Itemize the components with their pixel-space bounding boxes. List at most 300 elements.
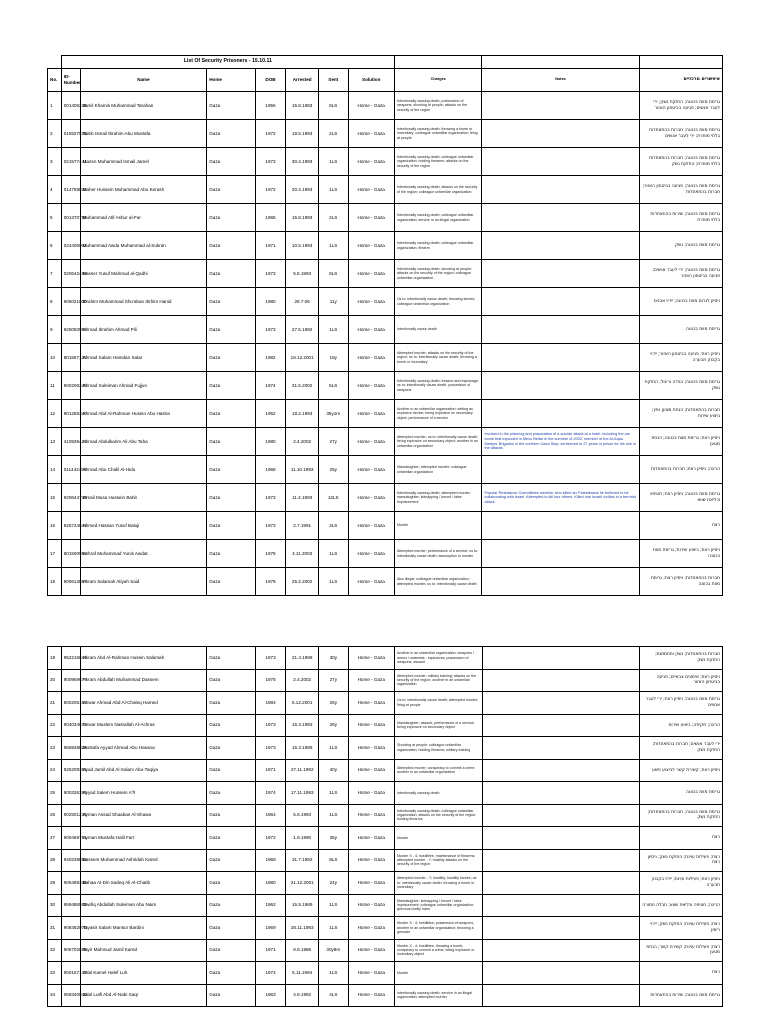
row-id: 001406236 — [61, 92, 80, 120]
row-id: 014759826 — [61, 176, 80, 204]
row-no: 15 — [48, 484, 62, 512]
row-solution: Home - Gaza — [348, 176, 394, 204]
header-sent: Sent — [318, 69, 348, 92]
row-no: 32 — [48, 939, 62, 962]
row-hebrew: ניסיון לגרום מוות בכוונה; יידוי אבנים — [639, 288, 722, 316]
row-no: 28 — [48, 849, 62, 872]
row-dob: 1974 — [255, 962, 286, 985]
row-sent: 30y — [319, 647, 349, 670]
table-row — [48, 316, 723, 344]
row-sent: 35y1m — [318, 400, 348, 428]
row-hebrew: רצח; פעילות עוינת; החזקת נשק; יידוי רימון — [639, 917, 722, 940]
row-solution: Home - Gaza — [348, 849, 394, 872]
row-hebrew: חברות בהתאחדות; הנחת מטען נפץ; ביצוע שירות — [639, 400, 722, 428]
row-solution: Home - Gaza — [348, 647, 394, 670]
row-id: 900326395 — [61, 782, 80, 805]
row-notes: Popular Resistance Committees member who killed six Palestinians he believed to be collaborating with Israel. Attempted to kill four others. Killed one Israeli civilian in a terrorist attack. — [482, 484, 639, 512]
row-no: 2 — [48, 120, 62, 148]
row-no: 27 — [48, 827, 62, 850]
row-solution: Home - Gaza — [348, 148, 394, 176]
row-name: Ayman Assad Shaaban Al-Shawa — [80, 804, 207, 827]
row-dob: 1979 — [255, 540, 286, 568]
row-no: 12 — [48, 400, 62, 428]
table-row — [48, 759, 723, 782]
table-row — [48, 872, 723, 895]
row-arrested: 15.3.1989 — [286, 737, 319, 760]
row-solution: Home - Gaza — [348, 894, 394, 917]
row-solution: Home - Gaza — [348, 288, 394, 316]
row-solution: Home - Gaza — [348, 759, 394, 782]
table-row — [48, 204, 723, 232]
row-sent: 1LS — [319, 962, 349, 985]
row-sent: 1LS — [318, 176, 348, 204]
row-dob: 1972 — [255, 176, 286, 204]
row-charges: Murder — [394, 827, 482, 850]
row-no: 19 — [48, 647, 62, 670]
row-sent: 26y — [319, 692, 349, 715]
row-notes — [482, 512, 639, 540]
row-no: 14 — [48, 456, 62, 484]
row-hebrew: גרימת מוות בכוונה; החזקת נשק; ירי לעבר אנשים; פגיעה בביטחון האזור — [639, 92, 722, 120]
row-no: 18 — [48, 568, 62, 596]
table-row — [48, 288, 723, 316]
row-sent: 24y — [319, 872, 349, 895]
row-name: Ismail Musa Hussein Bahit — [80, 484, 207, 512]
row-name: Akram Abd Al-Rahman Husein Salamah — [80, 647, 207, 670]
table-row — [48, 92, 723, 120]
row-arrested: 5.6.1993 — [286, 260, 319, 288]
row-charges: Attempted murder; performance of a service; us to: intentionally cause death; assumption to murder — [394, 540, 482, 568]
row-no: 13 — [48, 428, 62, 456]
row-home: Gaza — [207, 827, 256, 850]
row-notes — [482, 400, 639, 428]
row-charges: Murder X - 4; hostilities; throwing a bomb; conspiracy to commit a crime; being explosive or incendiary object — [394, 939, 482, 962]
row-solution: Home - Gaza — [348, 428, 394, 456]
row-hebrew: גרימת מוות בכוונה; שירות בהתאחדות בלתי מותרת — [639, 204, 722, 232]
row-id: 940238853 — [61, 849, 80, 872]
row-solution: Home - Gaza — [348, 669, 394, 692]
row-dob: 1973 — [255, 737, 286, 760]
row-home: Gaza — [207, 647, 256, 670]
table-row — [48, 804, 723, 827]
row-dob: 1974 — [255, 372, 286, 400]
row-notes — [482, 759, 639, 782]
row-charges: Attempted murder - Y; hostility; hostility stones; us to: intentionally cause death; throwing a bomb or incendiary — [394, 872, 482, 895]
row-no: 24 — [48, 759, 62, 782]
row-dob: 1972 — [255, 827, 286, 850]
row-arrested: 27.5.1992 — [286, 316, 319, 344]
row-sent: 26y — [319, 714, 349, 737]
row-sent: 8LS — [318, 260, 348, 288]
row-notes — [482, 647, 639, 670]
row-name: Anwar Muslem Nasrallah Al-Achras — [80, 714, 207, 737]
row-no: 10 — [48, 344, 62, 372]
row-solution: Home - Gaza — [348, 568, 394, 596]
row-notes — [482, 456, 639, 484]
row-dob: 1973 — [255, 316, 286, 344]
row-home: Gaza — [207, 692, 256, 715]
row-notes — [482, 316, 639, 344]
row-name: Ashraf Muhammad Yunis Awdat — [80, 540, 207, 568]
row-arrested: 17.11.1993 — [286, 782, 319, 805]
row-sent: 18y — [318, 344, 348, 372]
row-notes — [482, 984, 639, 1007]
row-name: Jalal Kamel Halef Luh — [80, 962, 207, 985]
row-name: Bahaa Al-Din Sadeq Ali Al-Chatib — [80, 872, 207, 895]
row-no: 6 — [48, 232, 62, 260]
row-solution: Home - Gaza — [348, 692, 394, 715]
row-sent: 1LS — [319, 804, 349, 827]
row-name: Bassem Muhammad Ashridah Kared — [80, 849, 207, 872]
row-home: Gaza — [207, 540, 256, 568]
row-notes — [482, 894, 639, 917]
row-id: 904034673 — [61, 714, 80, 737]
row-charges: Attempted murder; conspiracy to commit a crime; another in an unfamiliar organization — [394, 759, 482, 782]
table-row — [48, 400, 723, 428]
row-charges: Intentionally cause death — [394, 316, 482, 344]
row-home: Gaza — [207, 917, 256, 940]
row-name: Jalal Lutfi Abd Al-Nabi Saqr — [80, 984, 207, 1007]
row-arrested: 18.2.1993 — [286, 400, 319, 428]
row-no: 5 — [48, 204, 62, 232]
row-hebrew: חברות בהתאחדות; נשק ותחמושת; החזקת נשק — [639, 647, 722, 670]
row-hebrew: רצח; פעילות עוינת; קשירת קשר; הנחת מטען — [639, 939, 722, 962]
row-home: Gaza — [207, 759, 256, 782]
row-notes — [482, 120, 639, 148]
row-hebrew: גרימת מוות בכוונה; חברות בהתאחדות; החזקת נשק — [639, 804, 722, 827]
row-dob: 1971 — [255, 939, 286, 962]
row-sent: 3LS — [318, 512, 348, 540]
row-home: Gaza — [207, 176, 256, 204]
row-solution: Home - Gaza — [348, 737, 394, 760]
table-row — [48, 232, 723, 260]
row-home: Gaza — [207, 120, 256, 148]
row-notes — [482, 176, 639, 204]
row-notes — [482, 917, 639, 940]
row-home: Gaza — [207, 260, 256, 288]
row-dob: 1962 — [255, 894, 286, 917]
row-id: 925209355 — [61, 759, 80, 782]
table-row — [48, 984, 723, 1007]
row-id: 020642460 — [61, 260, 80, 288]
row-name: Ahmed Hassan Yusuf Baluji — [80, 512, 207, 540]
row-charges: Intentionally causing death; service in an illegal organization; attempted murder — [394, 984, 482, 1007]
table-row — [48, 827, 723, 850]
row-notes — [482, 804, 639, 827]
row-name: Mazen Muhammad Ismail Jamel — [80, 148, 207, 176]
row-name: Anwar Ahmad Abd Al-Chaleq Hamed — [80, 692, 207, 715]
row-sent: 2LS — [318, 120, 348, 148]
row-charges: Murder X - 4; hostilities; maintenance of firearms; attempted murder - Y; hostility attacks on the security of the region — [394, 849, 482, 872]
row-solution: Home - Gaza — [348, 484, 394, 512]
row-hebrew: גרימת מוות בכוונה; ניסיון רצח; חטיפה וכליאת שווא — [639, 484, 722, 512]
row-name: Tawfiq Abdallah Suleiman Abu Naim — [80, 894, 207, 917]
table-row — [48, 737, 723, 760]
table-row — [48, 917, 723, 940]
row-dob: 1968 — [255, 849, 286, 872]
row-charges: Intentionally causing death; treason and espionage; us to: intentionally cause death; possession of weapons — [394, 372, 482, 400]
row-home: Gaza — [207, 568, 256, 596]
row-no: 31 — [48, 917, 62, 940]
prisoners-table-bottom — [47, 646, 723, 1007]
row-no: 30 — [48, 894, 62, 917]
row-no: 9 — [48, 316, 62, 344]
row-hebrew: הריגה; חטיפה וכליאת שווא; חבלה חמורה — [639, 894, 722, 917]
row-name: Jamil Khamis Muhammad Tarahan — [80, 92, 207, 120]
row-home: Gaza — [207, 984, 256, 1007]
row-notes — [482, 872, 639, 895]
row-name: Ayman Mustafa Halil Farr — [80, 827, 207, 850]
row-hebrew: גרימת מוות בכוונה; בגידה וריגול; החזקת נשק — [639, 372, 722, 400]
row-arrested: 4.8.1992 — [286, 984, 319, 1007]
row-sent: 27y — [318, 428, 348, 456]
row-home: Gaza — [207, 962, 256, 985]
header-home: Home — [207, 69, 256, 92]
row-sent: 5LS — [318, 372, 348, 400]
row-dob: 1973 — [255, 148, 286, 176]
header-row — [48, 69, 723, 92]
row-hebrew: גרימת מוות בכוונה; ניסיון רצח; ירי לעבר אנשים — [639, 692, 722, 715]
row-notes — [482, 204, 639, 232]
row-id: 900469751 — [61, 827, 80, 850]
row-no: 20 — [48, 669, 62, 692]
row-home: Gaza — [207, 344, 256, 372]
row-name: Nasser Yusuf Mahmud al-Qadhi — [80, 260, 207, 288]
row-charges: Attempted murder; military training; attacks on the security of the region; another in an unfamiliar organization — [394, 669, 482, 692]
row-dob: 1973 — [255, 484, 286, 512]
row-no: 8 — [48, 288, 62, 316]
table-row — [48, 692, 723, 715]
row-charges: Intentionally causing death; colleague unfamiliar organization; firearm — [394, 232, 482, 260]
row-charges: Another in an unfamiliar organization; weapons / ammo / materials - explosives; possession of weapons; assault — [394, 647, 482, 670]
row-arrested: 16.3.1993 — [286, 714, 319, 737]
row-no: 11 — [48, 372, 62, 400]
row-sent: 1LS — [319, 917, 349, 940]
table-row — [48, 849, 723, 872]
row-arrested: 2.4.2002 — [286, 669, 319, 692]
table-row — [48, 456, 723, 484]
row-charges: Murder — [394, 962, 482, 985]
row-dob: 1980 — [255, 428, 286, 456]
row-no: 21 — [48, 692, 62, 715]
row-notes — [482, 260, 639, 288]
header-arrested: Arrested — [286, 69, 319, 92]
row-notes — [482, 849, 639, 872]
row-dob: 1982 — [255, 344, 286, 372]
row-name: Akram Salamah Aliyah Said — [80, 568, 207, 596]
row-sent: 1LS — [318, 568, 348, 596]
row-id: 059340940 — [61, 984, 80, 1007]
row-name: Akram Abdullah Muhammad Dassem — [80, 669, 207, 692]
row-dob: 1973 — [255, 260, 286, 288]
row-name: Ibrahim Muhammad Shu'aban Ibrhim Hanid — [80, 288, 207, 316]
row-charges: Attempted murder; attacks on the security of the region; us to: intentionally cause death; throwing a bomb or incendiary — [394, 344, 482, 372]
row-dob: 1976 — [255, 669, 286, 692]
row-home: Gaza — [207, 669, 256, 692]
row-name: Ayyad Salem Hussein A'fr — [80, 782, 207, 805]
row-name: Taleb Ismail Ibrahim Abu Mustafa — [80, 120, 207, 148]
header-id: ID-Number — [61, 69, 80, 92]
row-dob: 1973 — [255, 647, 286, 670]
row-dob: 1980 — [255, 872, 286, 895]
row-hebrew: גרימת מוות בכוונה; חברות בהתאחדות בלתי מותרת; ירי לעבר אנשים — [639, 120, 722, 148]
row-dob: 1952 — [255, 400, 286, 428]
row-hebrew: חברות בהתאחדות; ניסיון רצח; גרימת מוות בכוונה — [639, 568, 722, 596]
row-home: Gaza — [207, 737, 256, 760]
row-solution: Home - Gaza — [348, 92, 394, 120]
row-solution: Home - Gaza — [348, 120, 394, 148]
header-notes: Notes — [482, 69, 639, 92]
row-home: Gaza — [207, 714, 256, 737]
row-arrested: 5.11.1994 — [286, 962, 319, 985]
prisoners-table-top — [47, 55, 723, 596]
row-no: 22 — [48, 714, 62, 737]
row-dob: 1956 — [255, 92, 286, 120]
row-home: Gaza — [207, 804, 256, 827]
row-charges: Manslaughter; attempted murder; colleague unfamiliar organization — [394, 456, 482, 484]
row-charges: Shooting at people; colleague unfamiliar organization; holding firearms; military training — [394, 737, 482, 760]
row-charges: Another in an unfamiliar organization; setting an explosive device; being explosive on secondary object; performance of a service — [394, 400, 482, 428]
row-name: Ahmad Abd Al-Rahman Husein Abu Hasira — [80, 400, 207, 428]
row-id: 410938421 — [61, 428, 80, 456]
row-arrested: 2.7.1991 — [286, 512, 319, 540]
table-title: List Of Security Prisoners - 15.10.11 — [61, 56, 394, 69]
row-arrested: 5.12.2001 — [286, 692, 319, 715]
table-row — [48, 540, 723, 568]
row-sent: 40y — [319, 759, 349, 782]
row-charges: Also illegal; colleague unfamiliar organization; attempted murder; us to: intentionally cause death — [394, 568, 482, 596]
row-no: 34 — [48, 984, 62, 1007]
row-sent: 4LS — [319, 984, 349, 1007]
row-sent: 35y — [319, 827, 349, 850]
row-id: 955948826 — [61, 737, 80, 760]
row-sent: 1LS — [318, 316, 348, 344]
row-arrested: 18.12.2001 — [286, 344, 319, 372]
row-id: 920644739 — [61, 484, 80, 512]
table-row — [48, 260, 723, 288]
row-dob: 1972 — [255, 120, 286, 148]
table-row — [48, 176, 723, 204]
row-solution: Home - Gaza — [348, 400, 394, 428]
row-id: 925724841 — [61, 512, 80, 540]
table-row — [48, 647, 723, 670]
row-id: 905702695 — [61, 939, 80, 962]
row-arrested: 31.5.2002 — [286, 372, 319, 400]
row-no: 1 — [48, 92, 62, 120]
row-home: Gaza — [207, 456, 256, 484]
row-dob: 1974 — [255, 782, 286, 805]
row-no: 23 — [48, 737, 62, 760]
row-home: Gaza — [207, 232, 256, 260]
row-charges: Murder — [394, 512, 482, 540]
row-no: 29 — [48, 872, 62, 895]
table-row — [48, 512, 723, 540]
row-solution: Home - Gaza — [348, 939, 394, 962]
row-name: Ayad Jamil Abd Al-Salam Abu-Taqiya — [80, 759, 207, 782]
row-id: 902501236 — [61, 804, 80, 827]
row-arrested: 25.2.2002 — [286, 568, 319, 596]
row-id: 800205163 — [61, 692, 80, 715]
row-no: 4 — [48, 176, 62, 204]
row-solution: Home - Gaza — [348, 260, 394, 288]
table-row — [48, 962, 723, 985]
table-row — [48, 782, 723, 805]
row-notes — [482, 232, 639, 260]
row-charges: Manslaughter; kidnapping / forced / false imprisonment; colleague unfamiliar organization; grievous bodily harm — [394, 894, 482, 917]
row-notes — [482, 344, 639, 372]
row-notes — [482, 939, 639, 962]
row-notes — [482, 568, 639, 596]
table-row — [48, 714, 723, 737]
row-home: Gaza — [207, 428, 256, 456]
row-name: Ahmad Abu Chalil Al-Hidu — [80, 456, 207, 484]
row-arrested: 27.11.1992 — [286, 759, 319, 782]
row-hebrew: גרימת מוות בכוונה; ירי לעבר אנשים; פגיעה בביטחון האזור — [639, 260, 722, 288]
row-arrested: 10.5.1993 — [286, 232, 319, 260]
row-id: 959486592 — [61, 894, 80, 917]
row-arrested: 18.5.1993 — [286, 120, 319, 148]
row-hebrew: הריגה; ניסיון רצח; חברות בהתאחדות — [639, 456, 722, 484]
row-home: Gaza — [207, 400, 256, 428]
row-dob: 1973 — [255, 512, 286, 540]
row-id: 901285340 — [61, 400, 80, 428]
row-home: Gaza — [207, 849, 256, 872]
row-dob: 1971 — [255, 759, 286, 782]
row-arrested: 8.8.1986 — [286, 939, 319, 962]
row-arrested: 15.8.1983 — [286, 92, 319, 120]
row-solution: Home - Gaza — [348, 344, 394, 372]
row-notes — [482, 148, 639, 176]
row-home: Gaza — [207, 782, 256, 805]
table-row — [48, 894, 723, 917]
row-sent: 30y8m — [319, 939, 349, 962]
row-hebrew: ניסיון רצח; ביצוע שירות; גרימת מוות בכוונה — [639, 540, 722, 568]
row-home: Gaza — [207, 204, 256, 232]
row-hebrew: ירי לעבר אנשים; חברות בהתאחדות; החזקת נשק — [639, 737, 722, 760]
row-id: 908462070 — [61, 917, 80, 940]
row-dob: 1969 — [255, 917, 286, 940]
row-notes — [482, 782, 639, 805]
row-notes — [482, 714, 639, 737]
table-row — [48, 939, 723, 962]
row-solution: Home - Gaza — [348, 232, 394, 260]
row-notes — [482, 92, 639, 120]
row-solution: Home - Gaza — [348, 872, 394, 895]
row-name: Ahmad Salam Hamdan Salar — [80, 344, 207, 372]
header-solution: Solution — [348, 69, 394, 92]
row-home: Gaza — [207, 894, 256, 917]
row-sent: 1LS — [318, 540, 348, 568]
row-sent: 1LS — [319, 782, 349, 805]
row-notes — [482, 540, 639, 568]
row-name: Tayir Mahmud Jamil Kared — [80, 939, 207, 962]
row-sent: 27y — [319, 669, 349, 692]
row-hebrew: ניסיון רצח; אימונים צבאיים; פגיעה בביטחון האזור — [639, 669, 722, 692]
row-arrested: 21.12.2001 — [286, 872, 319, 895]
row-sent: 1LS — [318, 148, 348, 176]
row-notes — [482, 669, 639, 692]
row-hebrew: רצח — [639, 512, 722, 540]
row-charges: Intentionally causing death; colleague unfamiliar organization; holding firearms; attacks on the security of the region — [394, 148, 482, 176]
row-id: 900206245 — [61, 372, 80, 400]
row-charges: Intentionally causing death; colleague unfamiliar organization; service in an illegal organization — [394, 204, 482, 232]
row-dob: 1969 — [255, 456, 286, 484]
row-hebrew: הריגה; תקיפה; ביצוע שירות — [639, 714, 722, 737]
row-dob: 1971 — [255, 232, 286, 260]
row-no: 25 — [48, 782, 62, 805]
row-id: 901500952 — [61, 540, 80, 568]
row-hebrew: גרימת מוות בכוונה; נשק — [639, 232, 722, 260]
